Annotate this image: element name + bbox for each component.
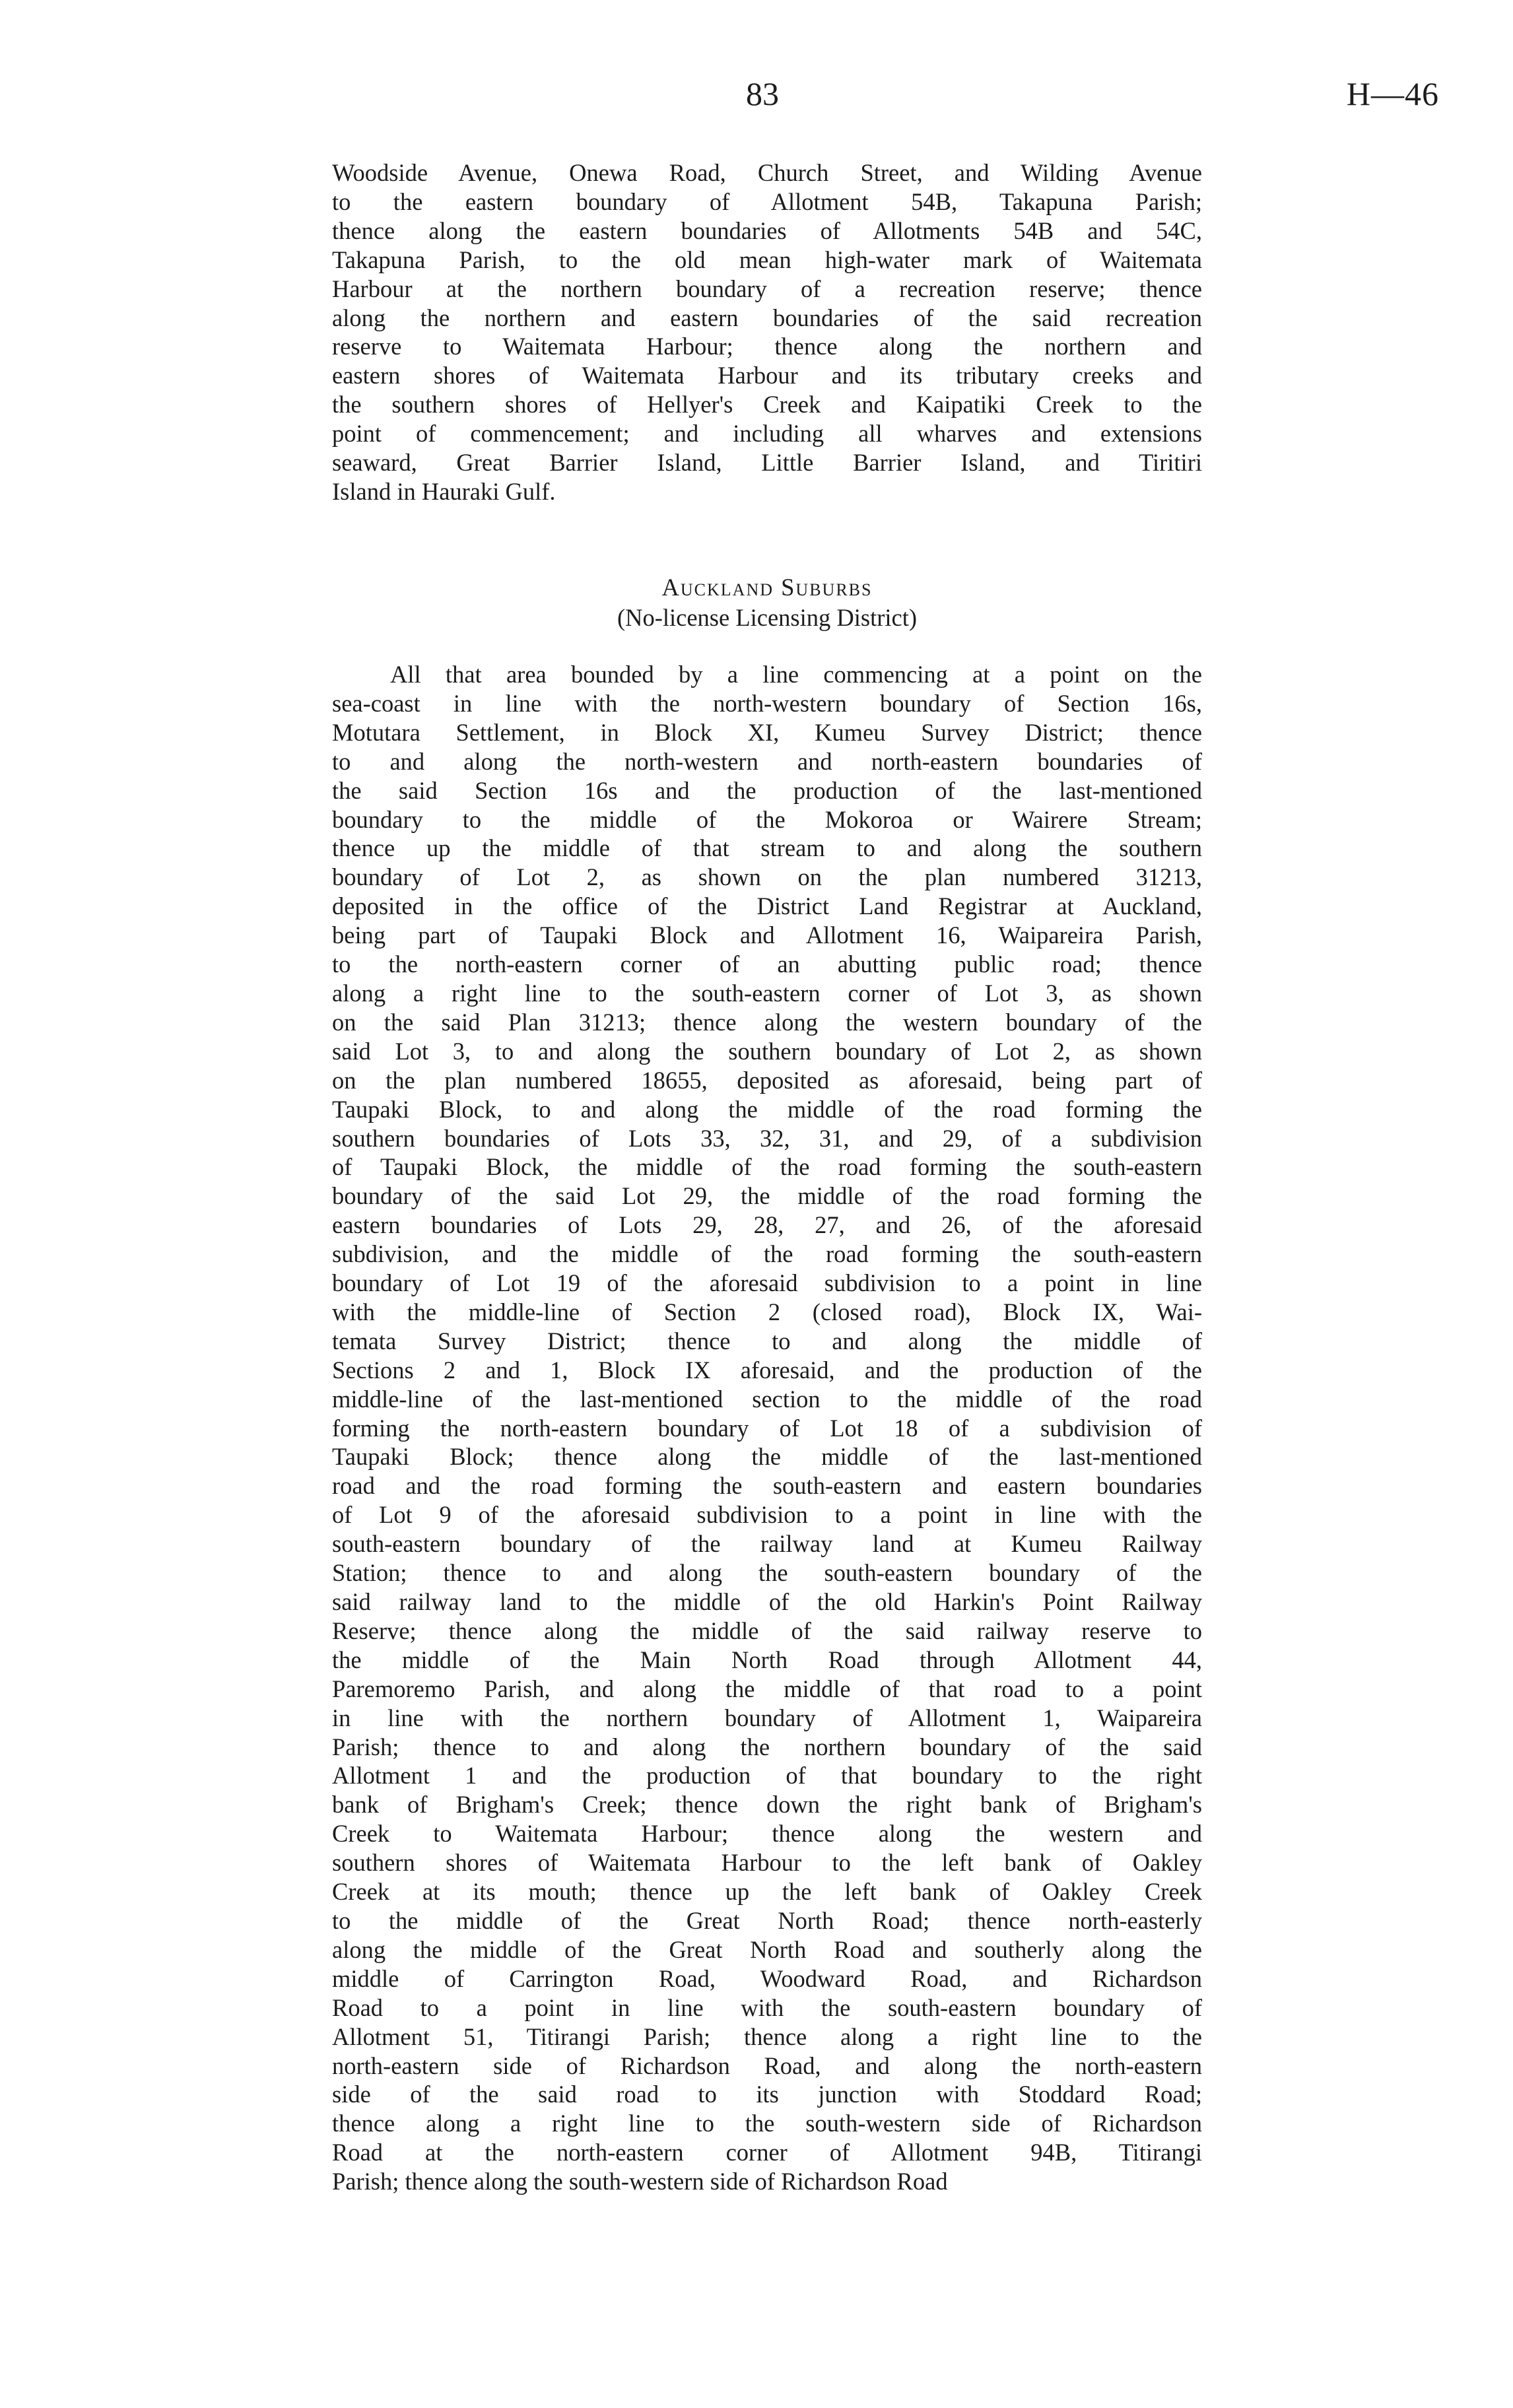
text-line: deposited in the office of the District Land Registrar at Auckland,	[332, 892, 1202, 920]
text-line: boundary to the middle of the Mokoroa or Wairere Stream;	[332, 805, 1202, 833]
text-line: southern shores of Waitemata Harbour to the left bank of Oakley	[332, 1849, 1202, 1877]
text-line: of Lot 9 of the aforesaid subdivision to a point in line with the	[332, 1501, 1202, 1529]
text-line: Road at the north-eastern corner of Allotment 94B, Titirangi	[332, 2139, 1202, 2166]
text-line: on the plan numbered 18655, deposited as aforesaid, being part of	[332, 1066, 1202, 1094]
text-line: on the said Plan 31213; thence along the western boundary of the	[332, 1008, 1202, 1036]
text-line: eastern boundaries of Lots 29, 28, 27, and 26, of the aforesaid	[332, 1211, 1202, 1239]
section-title: Auckland Suburbs	[661, 574, 873, 601]
text-line: the southern shores of Hellyer's Creek and Kaipatiki Creek to the	[332, 391, 1202, 418]
text-line: along the middle of the Great North Road and southerly along the	[332, 1935, 1202, 1963]
text-line: Parish; thence along the south-western side of Richardson Road	[332, 2168, 948, 2195]
text-line: sea-coast in line with the north-western boundary of Section 16s,	[332, 689, 1202, 717]
text-line: thence along a right line to the south-western side of Richardson	[332, 2110, 1202, 2137]
continuation-paragraph	[332, 158, 1202, 506]
boundary-description-paragraph	[332, 660, 1202, 2196]
page-number: 83	[746, 75, 779, 112]
text-line: road and the road forming the south-eastern and eastern boundaries	[332, 1472, 1202, 1500]
text-line: boundary of Lot 19 of the aforesaid subdivision to a point in line	[332, 1269, 1202, 1297]
text-line: Road to a point in line with the south-eastern boundary of	[332, 1993, 1202, 2021]
text-line: being part of Taupaki Block and Allotment 16, Waipareira Parish,	[332, 921, 1202, 949]
text-line: along a right line to the south-eastern corner of Lot 3, as shown	[332, 979, 1202, 1007]
text-line: said Lot 3, to and along the southern boundary of Lot 2, as shown	[332, 1037, 1202, 1065]
text-line: to and along the north-western and north-eastern boundaries of	[332, 747, 1202, 775]
text-line: thence up the middle of that stream to and along the southern	[332, 834, 1202, 862]
document-reference: H—46	[1346, 75, 1439, 112]
text-line: southern boundaries of Lots 33, 32, 31, and 29, of a subdivision	[332, 1124, 1202, 1152]
text-line: Allotment 51, Titirangi Parish; thence along a right line to the	[332, 2023, 1202, 2050]
text-line: Takapuna Parish, to the old mean high-water mark of Waitemata	[332, 246, 1202, 273]
text-line: of Taupaki Block, the middle of the road forming the south-eastern	[332, 1153, 1202, 1181]
text-line: said railway land to the middle of the old Harkin's Point Railway	[332, 1588, 1202, 1615]
text-line: Harbour at the northern boundary of a recreation reserve; thence	[332, 275, 1202, 302]
text-line: boundary of the said Lot 29, the middle of the road forming the	[332, 1182, 1202, 1210]
text-line: Parish; thence to and along the northern boundary of the said	[332, 1733, 1202, 1760]
text-line: south-eastern boundary of the railway land at Kumeu Railway	[332, 1530, 1202, 1558]
text-line: point of commencement; and including all wharves and extensions	[332, 420, 1202, 448]
text-line: subdivision, and the middle of the road forming the south-eastern	[332, 1240, 1202, 1268]
text-line: Taupaki Block; thence along the middle of the last-mentioned	[332, 1443, 1202, 1471]
text-line: thence along the eastern boundaries of Allotments 54B and 54C,	[332, 217, 1202, 244]
text-line: All that area bounded by a line commencing at a point on the	[390, 661, 1202, 688]
text-line: along the northern and eastern boundaries of the said recreation	[332, 304, 1202, 331]
text-line: bank of Brigham's Creek; thence down the right bank of Brigham's	[332, 1791, 1202, 1819]
text-line: to the middle of the Great North Road; thence north-easterly	[332, 1906, 1202, 1934]
text-line: Station; thence to and along the south-eastern boundary of the	[332, 1559, 1202, 1587]
text-line: temata Survey District; thence to and along the middle of	[332, 1327, 1202, 1354]
text-line: in line with the northern boundary of Allotment 1, Waipareira	[332, 1704, 1202, 1731]
text-line: side of the said road to its junction with Stoddard Road;	[332, 2081, 1202, 2108]
text-line: Motutara Settlement, in Block XI, Kumeu Survey District; thence	[332, 718, 1202, 746]
text-line: Taupaki Block, to and along the middle of the road forming the	[332, 1095, 1202, 1123]
text-line: Reserve; thence along the middle of the said railway reserve to	[332, 1617, 1202, 1644]
text-line: eastern shores of Waitemata Harbour and its tributary creeks and	[332, 362, 1202, 389]
text-line: to the north-eastern corner of an abutting public road; thence	[332, 951, 1202, 978]
text-line: middle-line of the last-mentioned section to the middle of the road	[332, 1385, 1202, 1413]
text-line: Creek at its mouth; thence up the left bank of Oakley Creek	[332, 1878, 1202, 1906]
text-line: reserve to Waitemata Harbour; thence along the northern and	[332, 333, 1202, 360]
text-line: Island in Hauraki Gulf.	[332, 477, 556, 505]
text-line: Creek to Waitemata Harbour; thence along the western and	[332, 1820, 1202, 1848]
text-line: to the eastern boundary of Allotment 54B, Takapuna Parish;	[332, 187, 1202, 215]
text-line: forming the north-eastern boundary of Lot 18 of a subdivision of	[332, 1414, 1202, 1442]
text-line: Paremoremo Parish, and along the middle of that road to a point	[332, 1675, 1202, 1702]
text-line: the said Section 16s and the production of the last-mentioned	[332, 776, 1202, 804]
text-line: Allotment 1 and the production of that boundary to the right	[332, 1762, 1202, 1789]
text-line: the middle of the Main North Road through Allotment 44,	[332, 1646, 1202, 1673]
text-line: north-eastern side of Richardson Road, and along the north-eastern	[332, 2052, 1202, 2079]
text-line: boundary of Lot 2, as shown on the plan numbered 31213,	[332, 863, 1202, 891]
text-line: seaward, Great Barrier Island, Little Barrier Island, and Tiritiri	[332, 449, 1202, 477]
text-line: with the middle-line of Section 2 (closed road), Block IX, Wai-	[332, 1298, 1202, 1325]
text-line: Sections 2 and 1, Block IX aforesaid, and the production of the	[332, 1356, 1202, 1384]
text-line: Woodside Avenue, Onewa Road, Church Street, and Wilding Avenue	[332, 159, 1202, 186]
text-line: middle of Carrington Road, Woodward Road, and Richardson	[332, 1964, 1202, 1992]
section-subtitle: (No-license Licensing District)	[617, 604, 918, 631]
